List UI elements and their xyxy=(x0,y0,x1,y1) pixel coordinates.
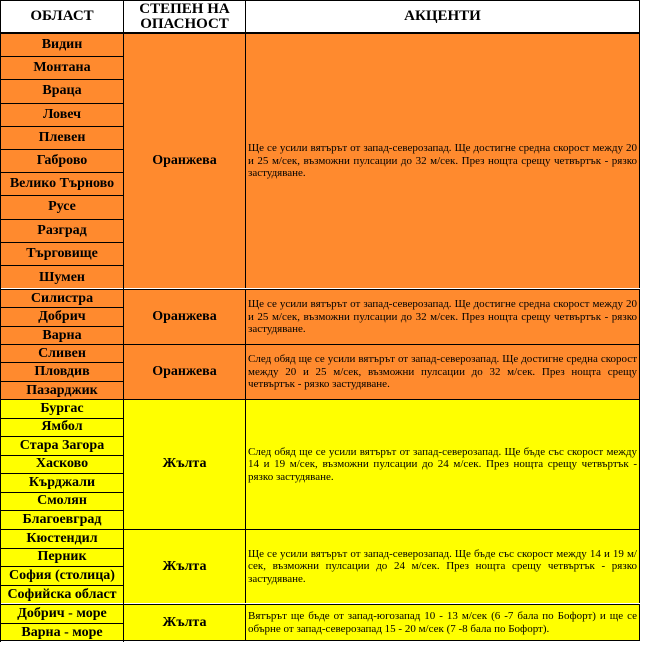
warning-group xyxy=(0,344,640,399)
region-cell: Добрич - море xyxy=(0,605,124,624)
header-level: СТЕПЕН НА ОПАСНОСТ xyxy=(123,0,246,33)
region-cell: Хасково xyxy=(0,456,124,475)
region-cell: Бургас xyxy=(0,400,124,419)
region-column xyxy=(0,605,124,640)
region-cell: Благоевград xyxy=(0,511,124,530)
region-cell: Търговище xyxy=(0,243,124,266)
region-cell: Разград xyxy=(0,220,124,243)
region-cell: Стара Загора xyxy=(0,437,124,456)
region-column xyxy=(0,345,124,399)
region-cell: Пловдив xyxy=(0,363,124,381)
danger-level: Оранжева xyxy=(124,345,246,399)
region-cell: Габрово xyxy=(0,150,124,173)
region-cell: Кърджали xyxy=(0,474,124,493)
danger-level: Оранжева xyxy=(124,290,246,344)
accent-text: Ще се усили вятърът от запад-северозапад. Ще достигне средна скорост между 20 и 25 м/сек, възможни пулсации до 32 м/сек. През нощта срещу четвъртък - рязко застудяване. xyxy=(246,34,640,288)
warning-group xyxy=(0,529,640,603)
region-cell: Велико Търново xyxy=(0,173,124,196)
region-cell: Русе xyxy=(0,196,124,219)
region-cell: Варна - море xyxy=(0,624,124,643)
region-column xyxy=(0,290,124,344)
region-cell: Софийска област xyxy=(0,586,124,605)
region-cell: София (столица) xyxy=(0,567,124,586)
warning-group xyxy=(0,289,640,344)
region-cell: Добрич xyxy=(0,308,124,326)
warning-group xyxy=(0,33,640,288)
region-cell: Пазарджик xyxy=(0,382,124,400)
danger-level: Оранжева xyxy=(124,34,246,288)
table-header xyxy=(0,0,640,33)
region-cell: Видин xyxy=(0,34,124,57)
region-cell: Ловеч xyxy=(0,104,124,127)
region-cell: Монтана xyxy=(0,57,124,80)
region-cell: Ямбол xyxy=(0,419,124,438)
accent-text: Вятърът ще бъде от запад-югозапад 10 - 13 м/сек (6 -7 бала по Бофорт) и ще се обърне от запад-северозапад 15 - 20 м/сек (7 -8 бала по Бофорт). xyxy=(246,605,640,640)
region-cell: Плевен xyxy=(0,127,124,150)
accent-text: Ще се усили вятърът от запад-северозапад. Ще бъде със скорост между 14 и 19 м/сек, възможни пулсации до 24 м/сек. През нощта срещу четвъртък - рязко застудяване. xyxy=(246,530,640,603)
region-cell: Смолян xyxy=(0,493,124,512)
header-region: ОБЛАСТ xyxy=(0,0,124,33)
accent-text: След обяд ще се усили вятърът от запад-северозапад. Ще достигне средна скорост между 20 и 25 м/сек, възможни пулсации до 32 м/сек. През нощта срещу четвъртък - рязко застудяване. xyxy=(246,345,640,399)
region-column xyxy=(0,34,124,288)
warning-group xyxy=(0,399,640,529)
danger-level: Жълта xyxy=(124,605,246,640)
accent-text: След обяд ще се усили вятърът от запад-северозапад. Ще бъде със скорост между 14 и 19 м/сек, възможни пулсации до 24 м/сек. През нощта срещу четвъртък - рязко застудяване. xyxy=(246,400,640,529)
region-cell: Враца xyxy=(0,80,124,103)
danger-level: Жълта xyxy=(124,530,246,603)
region-cell: Перник xyxy=(0,549,124,568)
header-accents: АКЦЕНТИ xyxy=(245,0,640,33)
accent-text: Ще се усили вятърът от запад-северозапад. Ще достигне средна скорост между 20 и 25 м/сек, възможни пулсации до 32 м/сек. През нощта срещу четвъртък - рязко застудяване. xyxy=(246,290,640,344)
region-cell: Шумен xyxy=(0,266,124,289)
region-cell: Силистра xyxy=(0,290,124,308)
region-column xyxy=(0,400,124,529)
region-cell: Кюстендил xyxy=(0,530,124,549)
region-cell: Варна xyxy=(0,327,124,345)
danger-level: Жълта xyxy=(124,400,246,529)
warning-group xyxy=(0,604,640,641)
region-column xyxy=(0,530,124,603)
region-cell: Сливен xyxy=(0,345,124,363)
